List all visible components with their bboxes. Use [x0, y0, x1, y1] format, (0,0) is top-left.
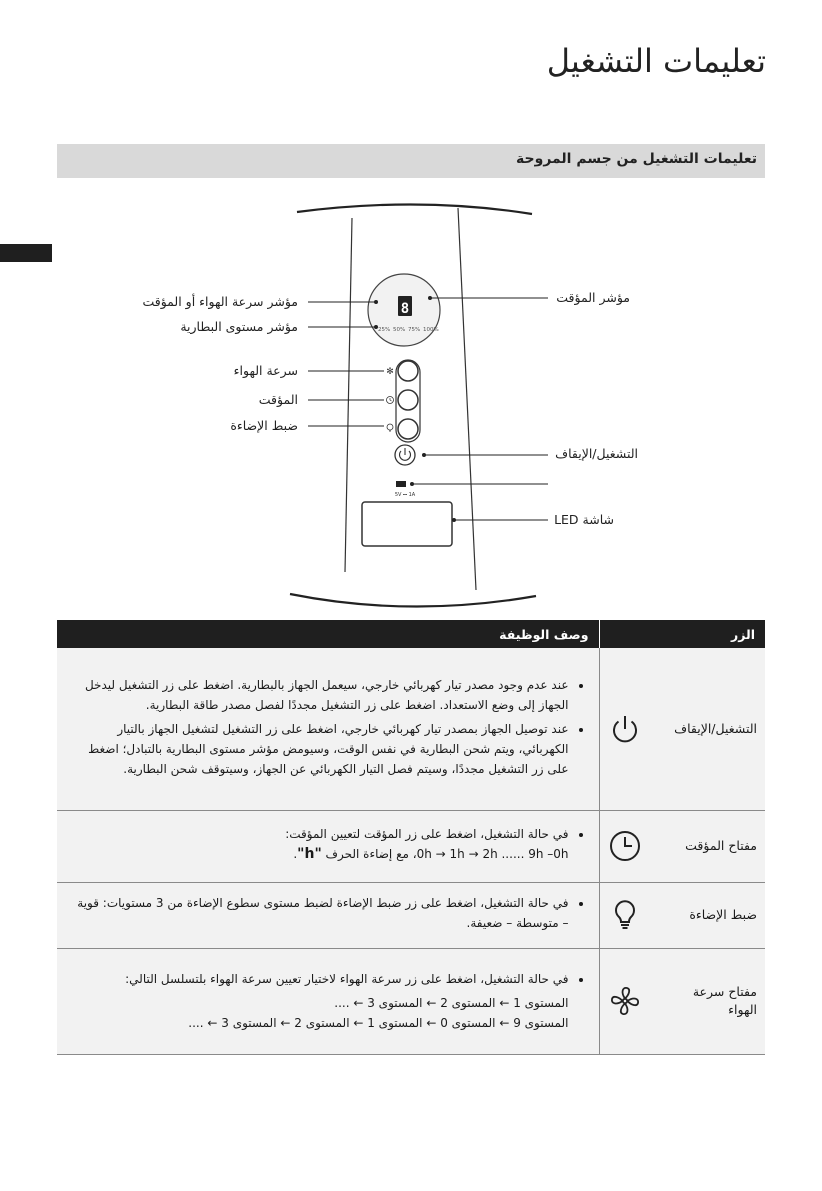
table-row [57, 948, 765, 1054]
row-label-air-speed: مفتاح سرعة الهواء [692, 984, 757, 1017]
digit-text: 8 [400, 301, 410, 317]
timer-highlight: "h" [297, 846, 322, 862]
list-item: • في حالة التشغيل، اضغط على زر سرعة الهواء لاختيار تعيين سرعة الهواء بلتسلسل التالي: [75, 969, 569, 989]
label-air-speed: سرعة الهواء [233, 363, 298, 378]
label-led-screen: شاشة LED [554, 512, 614, 527]
timer-sequence: 0h → 1h → 2h ...... 9h –0h [416, 847, 569, 861]
header-description: وصف الوظيفة [57, 620, 599, 648]
table-row [57, 882, 765, 948]
label-speed-or-timer-indicator: مؤشر سرعة الهواء أو المؤقت [142, 294, 298, 309]
battery-mark: 100% [423, 327, 439, 333]
timer-suffix: ، مع إضاءة الحرف [321, 847, 417, 861]
battery-mark: 25% [378, 327, 391, 333]
timer-end: . [293, 847, 298, 861]
fan-small-icon: ✻ [386, 367, 394, 377]
table-row [57, 648, 765, 810]
label-timer-indicator: مؤشر المؤقت [556, 290, 630, 305]
clock-icon [608, 829, 642, 863]
battery-mark: 75% [408, 327, 421, 333]
label-light-adjust: ضبط الإضاءة [230, 418, 298, 433]
label-timer: المؤقت [258, 392, 298, 407]
label-battery-level-indicator: مؤشر مستوى البطارية [180, 319, 298, 334]
row-label-power: التشغيل/الإيقاف [674, 720, 757, 736]
section-heading: تعليمات التشغيل من جسم المروحة [516, 151, 757, 167]
light-button [398, 419, 418, 439]
page-title: تعليمات التشغيل [546, 42, 766, 80]
list-item: • في حالة التشغيل، اضغط على زر ضبط الإضاءة لضبط مستوى سطوع الإضاءة من 3 مستويات: قوية – متوسطة – ضعيفة. [75, 893, 569, 933]
timer-intro: في حالة التشغيل، اضغط على زر المؤقت لتعيين المؤقت: [285, 827, 569, 841]
air-speed-line-2: المستوى 9 ← المستوى 0 ← المستوى 1 ← المستوى 2 ← المستوى 3 ← .... [188, 1016, 569, 1030]
led-screen [362, 502, 452, 546]
timer-button [398, 390, 418, 410]
list-item [75, 824, 569, 864]
air-speed-line-1: المستوى 1 ← المستوى 2 ← المستوى 3 ← .... [334, 996, 569, 1010]
function-table [57, 620, 765, 1055]
list-item: • عند توصيل الجهاز بمصدر تيار كهربائي خارجي، اضغط على زر التشغيل لتشغيل الجهاز بالتيار الكهربائي، ويتم شحن البطارية في نفس الوقت، وسيومض مؤشر مستوى البطارية بالتبادل؛ اضغط على زر التشغيل مجددًا، وسيتم فصل التيار الكهربائي عن الجهاز، وسيتوقف شحن البطارية. [75, 719, 569, 779]
usb-label: 5V ⎓ 1A [394, 492, 416, 498]
bulb-icon [608, 898, 642, 932]
row-label-timer: مفتاح المؤقت [685, 838, 757, 853]
label-power-on-off: التشغيل/الإيقاف [555, 446, 638, 461]
header-button: الزر [599, 620, 765, 648]
battery-mark: 50% [393, 327, 406, 333]
list-item: • عند عدم وجود مصدر تيار كهربائي خارجي، سيعمل الجهاز بالبطارية. اضغط على زر التشغيل ليدخل الجهاز إلى وضع الاستعداد. اضغط على زر التشغيل مجددًا لفصل مصدر طاقة البطارية. [75, 675, 569, 715]
bulb-small-icon [387, 424, 393, 430]
row-label-light: ضبط الإضاءة [689, 907, 757, 922]
table-row [57, 810, 765, 882]
air-speed-button [398, 361, 418, 381]
power-icon [608, 712, 642, 746]
fan-icon [608, 984, 642, 1018]
usb-port [396, 481, 406, 487]
